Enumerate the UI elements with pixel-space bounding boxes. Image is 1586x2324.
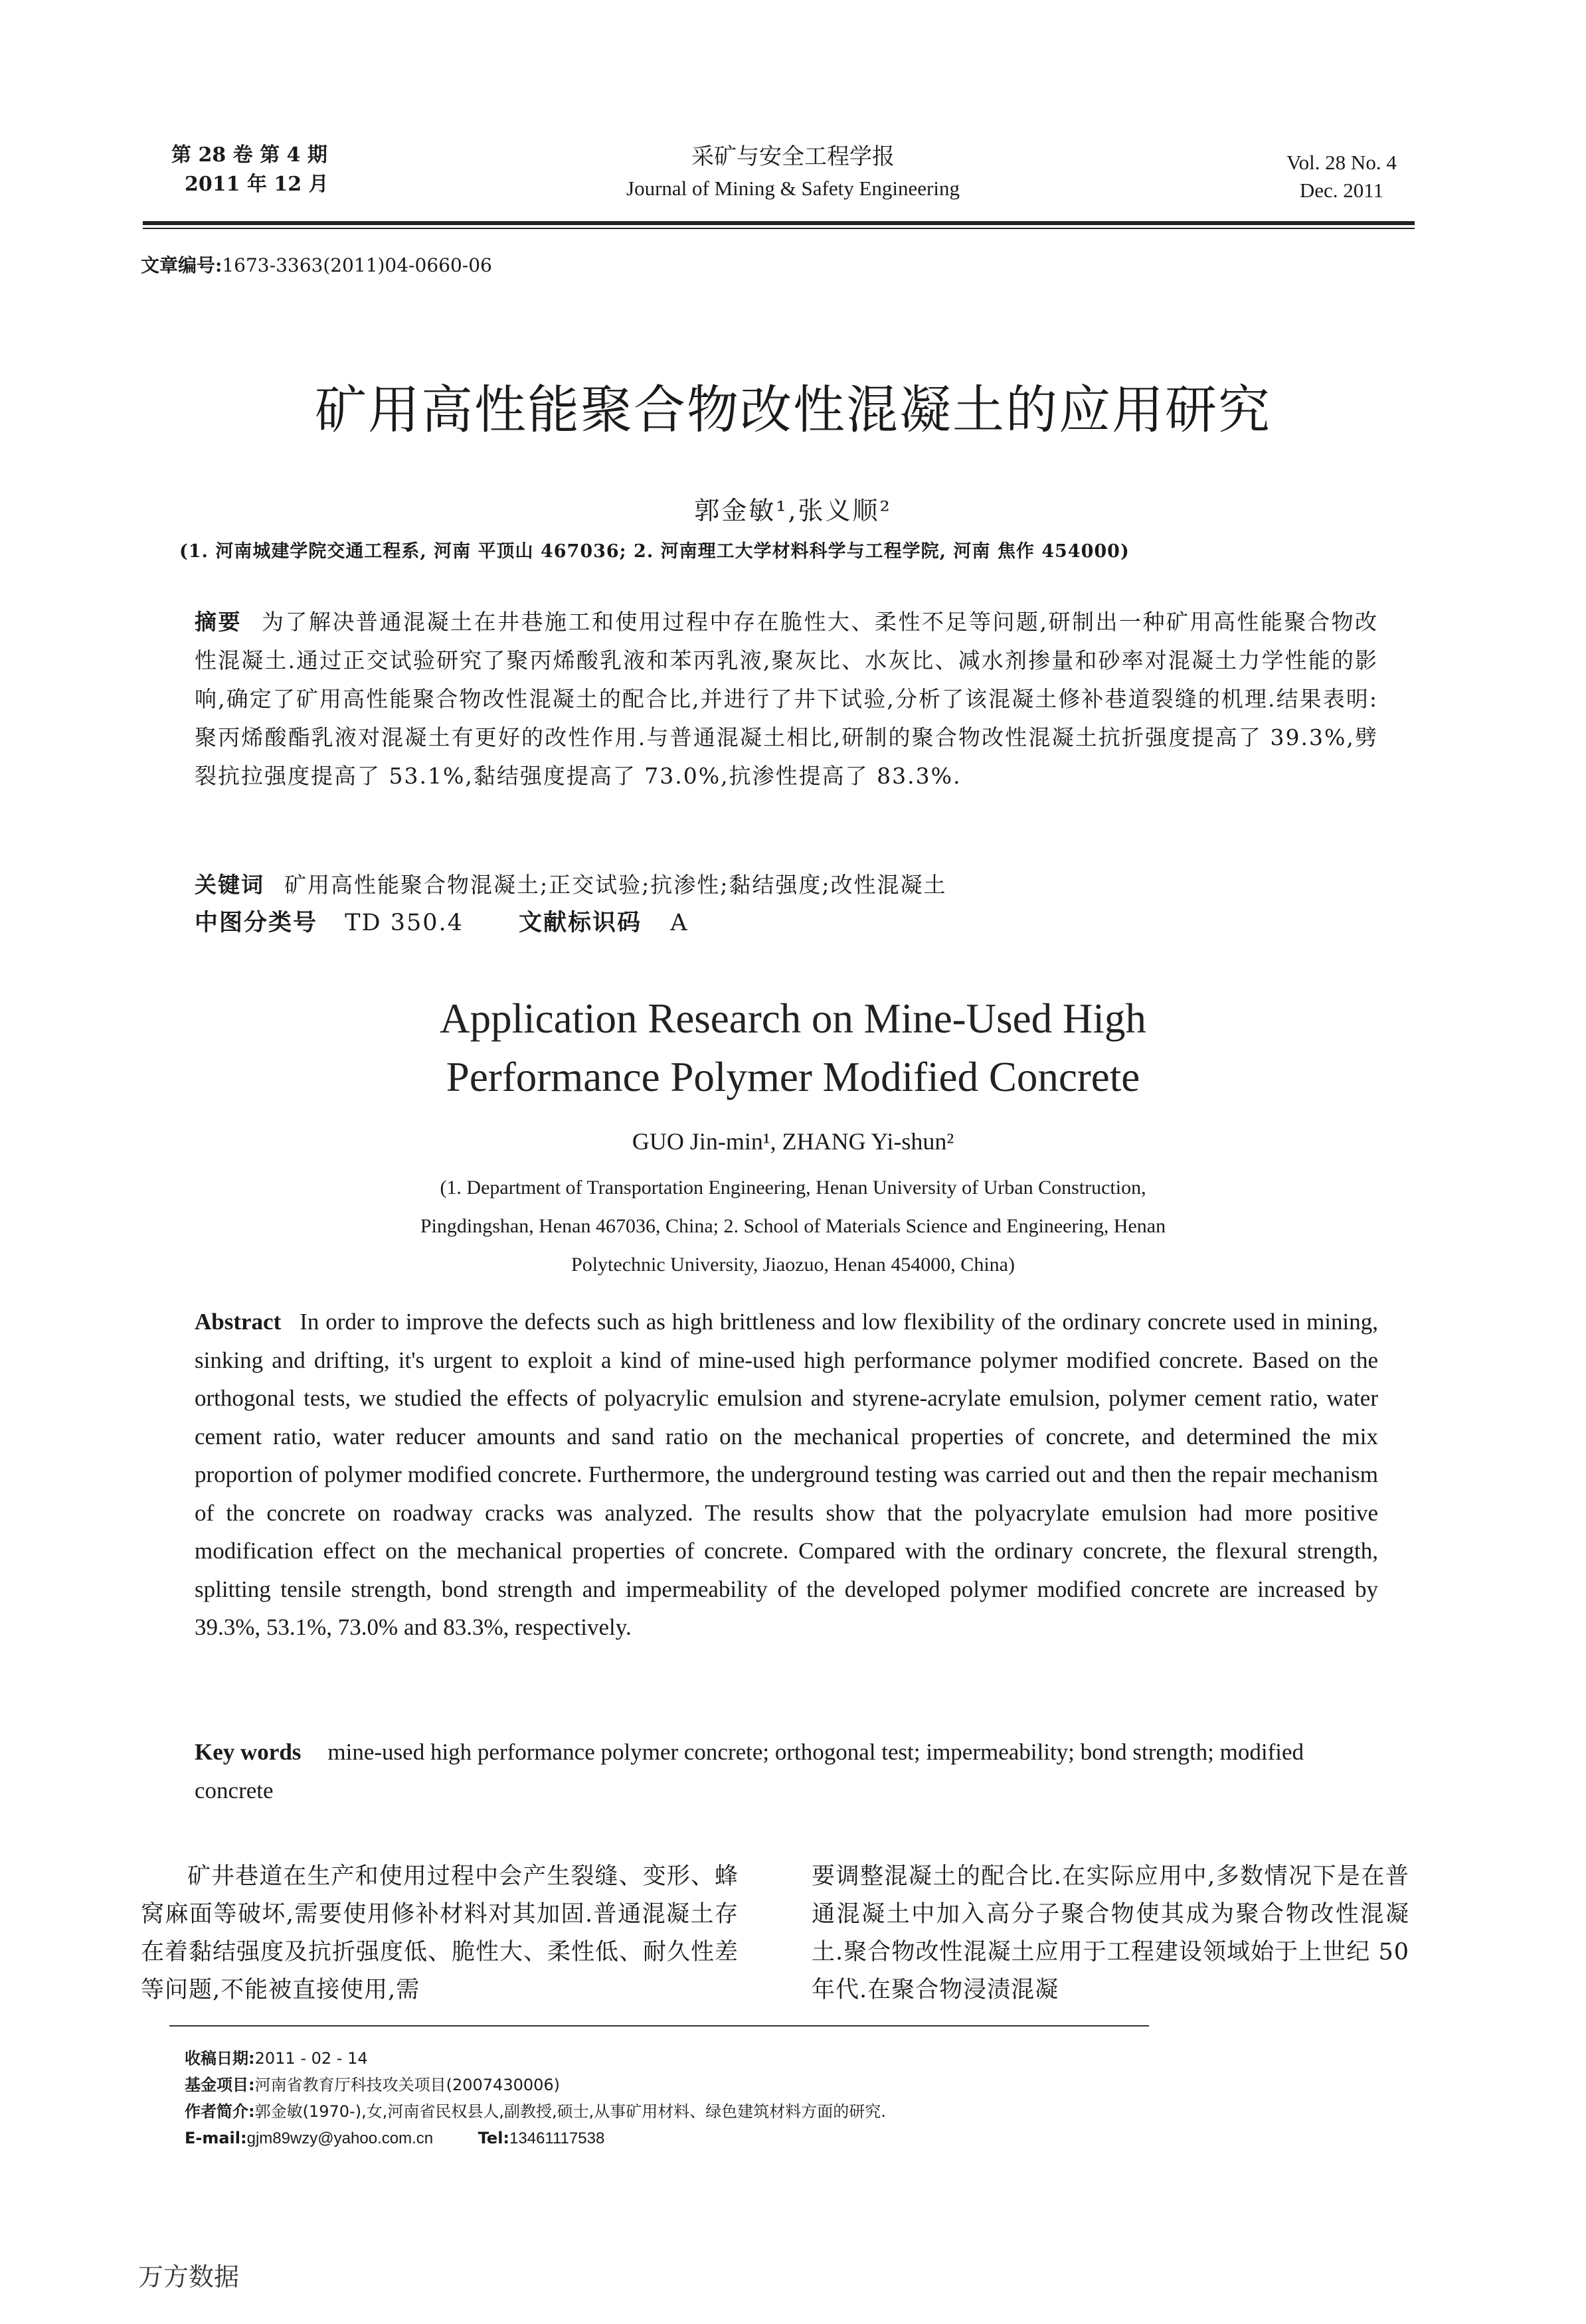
volume-issue-cn: 第 28 卷 第 4 期	[171, 143, 327, 167]
date-en: Dec. 2011	[1299, 179, 1384, 202]
tel-label: Tel:	[478, 2129, 510, 2147]
fund-label: 基金项目:	[185, 2076, 255, 2094]
classification-cn	[195, 904, 1378, 938]
journal-name-cn: 采矿与安全工程学报	[691, 143, 895, 170]
title-en-line1: Application Research on Mine-Used High	[440, 995, 1146, 1042]
footnotes	[185, 2045, 886, 2152]
header-rule-thick	[143, 221, 1415, 225]
abstract-en-label: Abstract	[195, 1309, 282, 1335]
bio-label: 作者简介:	[185, 2102, 255, 2121]
affiliation-en-line1: (1. Department of Transportation Engineering, Henan University of Urban Construction,	[440, 1177, 1146, 1199]
abstract-en-text: In order to improve the defects such as high brittleness and low flexibility of the ordinary concrete used in mining, sinking and drifting, it's urgent to exploit a kind of mine-used high performance polymer modified concrete. Based on the orthogonal tests, we studied the effects of polyacrylic emulsion and styrene-acrylate emulsion, polymer cement ratio, water cement ratio, water reducer amounts and sand ratio on the mechanical properties of concrete, and determined the mix proportion of polymer modified concrete. Furthermore, the underground testing was carried out and then the repair mechanism of the concrete on roadway cracks was analyzed. The results show that the polyacrylate emulsion had more positive modification effect on the mechanical properties of concrete. Compared with the ordinary concrete, the flexural strength, splitting tensile strength, bond strength and impermeability of the developed polymer modified concrete are increased by 39.3%, 53.1%, 73.0% and 83.3%, respectively.	[195, 1309, 1378, 1640]
journal-issue-en	[1242, 149, 1441, 205]
title-en-line2: Performance Polymer Modified Concrete	[446, 1054, 1140, 1100]
footnote-rule	[169, 2025, 1149, 2027]
title-en	[0, 989, 1586, 1106]
email-label: E-mail:	[185, 2129, 247, 2147]
journal-name-en: Journal of Mining & Safety Engineering	[626, 177, 960, 200]
keywords-cn	[195, 868, 1378, 899]
abstract-en	[195, 1303, 1378, 1647]
keywords-en-text: mine-used high performance polymer concrete; orthogonal test; impermeability; bond strength; modified concrete	[195, 1739, 1304, 1803]
affiliation-en	[0, 1169, 1586, 1284]
received-label: 收稿日期:	[185, 2049, 255, 2068]
abstract-cn-text: 为了解决普通混凝土在井巷施工和使用过程中存在脆性大、柔性不足等问题,研制出一种矿用高性能聚合物改性混凝土.通过正交试验研究了聚丙烯酸乳液和苯丙乳液,聚灰比、水灰比、减水剂掺量和砂率对混凝土力学性能的影响,确定了矿用高性能聚合物改性混凝土的配合比,并进行了井下试验,分析了该混凝土修补巷道裂缝的机理.结果表明:聚丙烯酸酯乳液对混凝土有更好的改性作用.与普通混凝土相比,研制的聚合物改性混凝土抗折强度提高了 39.3%,劈裂抗拉强度提高了 53.1%,黏结强度提高了 73.0%,抗渗性提高了 83.3%.	[195, 609, 1378, 789]
article-number-label: 文章编号:	[141, 254, 222, 276]
keywords-en-label: Key words	[195, 1739, 302, 1765]
authors-en: GUO Jin-min¹, ZHANG Yi-shun²	[632, 1128, 954, 1155]
footnote-contact	[185, 2125, 886, 2152]
tel-value: 13461117538	[509, 2129, 605, 2147]
affiliation-en-line2: Pingdingshan, Henan 467036, China; 2. School of Materials Science and Engineering, Henan	[420, 1215, 1166, 1237]
abstract-cn	[195, 603, 1378, 795]
article-number-value: 1673-3363(2011)04-0660-06	[222, 254, 492, 276]
clc-value: TD 350.4	[345, 910, 464, 936]
email-value: gjm89wzy@yahoo.com.cn	[246, 2129, 434, 2147]
bio-text: 郭金敏(1970-),女,河南省民权县人,副教授,硕士,从事矿用材料、绿色建筑材料方面的研究.	[254, 2102, 886, 2121]
footnote-fund	[185, 2072, 886, 2098]
doc-code-label: 文献标识码	[519, 910, 642, 936]
footnote-received	[185, 2045, 886, 2072]
doc-code-value: A	[670, 910, 689, 936]
title-cn: 矿用高性能聚合物改性混凝土的应用研究	[314, 380, 1271, 440]
body-column-right: 要调整混凝土的配合比.在实际应用中,多数情况下是在普通混凝土中加入高分子聚合物使其成为聚合物改性混凝土.聚合物改性混凝土应用于工程建设领域始于上世纪 50 年代.在聚合物浸渍混凝	[812, 1863, 1409, 2003]
abstract-cn-label: 摘要	[195, 609, 242, 635]
received-date: 2011 - 02 - 14	[254, 2049, 368, 2068]
fund-text: 河南省教育厅科技攻关项目(2007430006)	[254, 2076, 561, 2094]
header-rule-thin	[143, 228, 1415, 229]
clc-label: 中图分类号	[195, 910, 318, 936]
watermark: 万方数据	[138, 2262, 240, 2291]
body-column-left: 矿井巷道在生产和使用过程中会产生裂缝、变形、蜂窝麻面等破坏,需要使用修补材料对其加固.普通混凝土存在着黏结强度及抗折强度低、脆性大、柔性低、耐久性差等问题,不能被直接使用,需	[141, 1863, 739, 2003]
article-number	[141, 251, 492, 278]
authors-cn: 郭金敏¹,张义顺²	[694, 496, 892, 525]
keywords-en	[195, 1733, 1378, 1809]
keywords-cn-text: 矿用高性能聚合物混凝土;正交试验;抗渗性;黏结强度;改性混凝土	[284, 872, 947, 898]
affiliation-en-line3: Polytechnic University, Jiaozuo, Henan 454000, China)	[571, 1254, 1015, 1276]
footnote-bio	[185, 2098, 886, 2125]
volume-issue-en: Vol. 28 No. 4	[1286, 151, 1397, 174]
affiliation-cn: (1. 河南城建学院交通工程系, 河南 平顶山 467036; 2. 河南理工大学材料科学与工程学院, 河南 焦作 454000)	[179, 541, 1130, 562]
date-cn: 2011 年 12 月	[185, 173, 329, 196]
keywords-cn-label: 关键词	[195, 872, 264, 898]
